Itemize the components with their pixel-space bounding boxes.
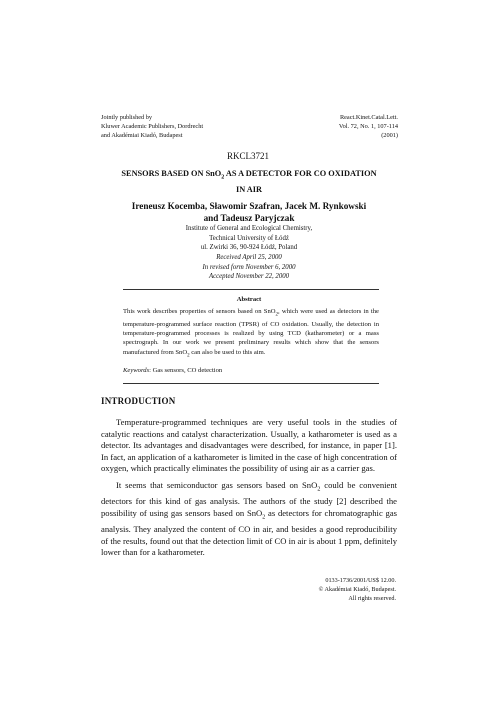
footer-line: © Akadémiai Kiadó, Budapest. <box>318 586 396 593</box>
paragraph-subscript: 2 <box>262 514 266 521</box>
title-subscript: 2 <box>221 174 225 181</box>
paragraph-subscript: 2 <box>317 486 321 493</box>
journal-line: React.Kinet.Catal.Lett. <box>339 114 398 121</box>
paragraph-2 <box>101 480 397 559</box>
paragraph-run: It seems that semiconductor gas sensors based on SnO <box>116 480 318 490</box>
paragraph-1 <box>101 417 397 475</box>
title-line-2: IN AIR <box>235 184 263 194</box>
authors-line-1: Ireneusz Kocemba, Sławomir Szafran, Jacek M. Rynkowski <box>131 201 367 211</box>
title-line-1 <box>100 168 398 184</box>
abstract-subscript: 2 <box>187 352 190 358</box>
keywords-text: : Gas sensors, CO detection <box>149 367 223 374</box>
publisher-line: and Akadémiai Kiadó, Budapest <box>101 132 183 139</box>
section-heading: INTRODUCTION <box>101 396 176 406</box>
paragraph-run: could be convenient detectors for this kind of gas analysis. The authors of the study [2] described the possibility of using gas sensors based on SnO <box>101 480 398 518</box>
publisher-info <box>101 113 203 140</box>
affiliation-line: ul. Zwirki 36, 90-924 Łódź, Poland <box>200 244 298 252</box>
abstract-bottom-rule <box>123 383 379 384</box>
affiliation <box>100 224 398 253</box>
journal-line: (2001) <box>381 132 398 139</box>
abstract-text: , which were used as detectors in the temperature-programmed surface reaction (TPSR) of CO oxidation. Usually, the detection in temperature-programmed processes is realized by using TCD (katharometer) or a mass spectrograph. In our work we present preliminary results which show that the sensors manufactured from SnO <box>123 308 379 356</box>
abstract-body <box>123 307 379 360</box>
affiliation-line: Technical University of Łódź <box>209 234 289 242</box>
submission-dates <box>100 253 398 282</box>
article-code: RKCL3721 <box>226 151 269 161</box>
paragraph-run: as detectors for chromatographic gas analysis. They analyzed the content of CO in air, and besides a good reproducibility of the results, found out that the detection limit of CO in air is about 1 ppm, definitely lower than for a katharometer. <box>101 507 397 558</box>
paper-title <box>100 168 398 195</box>
abstract-heading: Abstract <box>236 296 262 303</box>
affiliation-line: Institute of General and Ecological Chemistry, <box>185 225 313 232</box>
footer-line: 0133-1736/2001/US$ 12.00. <box>325 577 396 584</box>
authors-line-2: and Tadeusz Paryjczak <box>203 213 295 223</box>
title-text: AS A DETECTOR FOR CO OXIDATION <box>224 169 377 178</box>
received-date: Received April 25, 2000 <box>216 254 282 261</box>
paragraph-text <box>101 480 397 559</box>
abstract-text: can also be used to this aim. <box>189 348 266 356</box>
copyright-footer <box>319 576 396 603</box>
abstract-top-rule <box>123 289 379 290</box>
keywords <box>123 367 379 374</box>
author-list <box>100 200 398 224</box>
keywords-label: Keywords <box>123 367 150 374</box>
revised-date: In revised form November 6, 2000 <box>202 263 296 271</box>
journal-line: Vol. 72, No. 1, 107-114 <box>338 123 398 130</box>
title-text: SENSORS BASED ON SnO <box>121 169 222 178</box>
paragraph-text: Temperature-programmed techniques are very useful tools in the studies of catalytic reactions and catalyst characterization. Usually, a katharometer is used as a detector. Its advantages and disadvantages were described, for instance, in paper [1]. In fact, an application of a katharometer is limited in the case of high concentration of oxygen, which practically eliminates the possibility of using air as a carrier gas. <box>101 417 397 474</box>
footer-line: All rights reserved. <box>348 595 396 602</box>
accepted-date: Accepted November 22, 2000 <box>208 273 290 281</box>
abstract-text: This work describes properties of sensors based on SnO <box>123 308 276 315</box>
publisher-line: Kluwer Academic Publishers, Dordrecht <box>101 123 204 130</box>
abstract-subscript: 2 <box>275 312 279 318</box>
publisher-line: Jointly published by <box>101 114 153 121</box>
journal-info <box>339 113 398 140</box>
